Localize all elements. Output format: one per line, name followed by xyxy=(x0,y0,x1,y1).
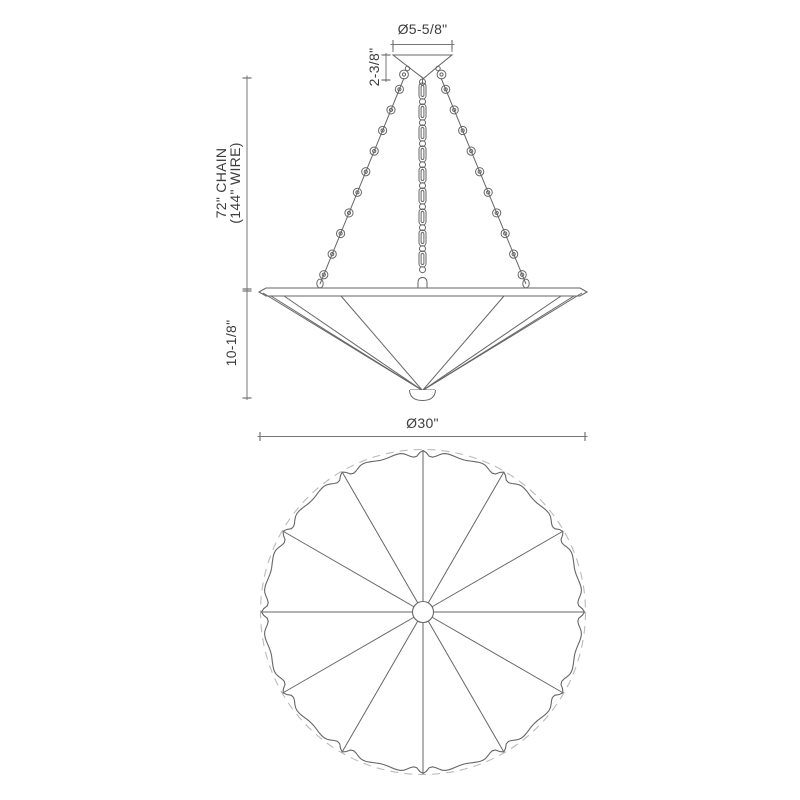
chain-link-inner xyxy=(421,107,424,118)
finial xyxy=(410,390,436,401)
extension-lines xyxy=(393,41,452,52)
dim-shade-height xyxy=(223,289,252,400)
chain-link-inner xyxy=(421,233,424,244)
rim-attachment-loops xyxy=(317,278,529,289)
shade-height-label: 10-1/8" xyxy=(223,319,239,367)
chain-link-inner xyxy=(421,86,424,97)
canopy-knob-left xyxy=(400,66,410,79)
cone-fold-line xyxy=(423,293,583,391)
chain-link-inner xyxy=(421,212,424,223)
dim-canopy-diameter xyxy=(391,21,455,52)
chain-link-inner xyxy=(421,128,424,139)
shade-cone xyxy=(263,293,582,391)
dim-chain-length xyxy=(213,76,252,292)
chain-link-inner xyxy=(421,254,424,265)
chain-length-label-line2: (144" WIRE) xyxy=(227,142,243,224)
chain-link-inner xyxy=(421,191,424,202)
right-hanging-chain xyxy=(441,78,526,284)
center-rim-loop xyxy=(418,278,427,289)
chain-link-inner xyxy=(421,149,424,160)
canopy-diameter-label: Ø5-5/8" xyxy=(397,21,448,37)
bottom-view xyxy=(258,415,588,775)
side-view xyxy=(213,21,587,401)
dim-canopy-height xyxy=(366,48,391,87)
center-hub xyxy=(413,602,434,623)
finial-cap xyxy=(410,390,436,401)
shade-rim xyxy=(259,288,587,296)
chain-length-label-line1: 72" CHAIN xyxy=(213,147,229,219)
chain-ring xyxy=(420,267,426,273)
shade-diameter-label: Ø30" xyxy=(406,415,439,431)
dim-shade-diameter xyxy=(258,415,588,441)
canopy-height-label: 2-3/8" xyxy=(366,47,382,87)
left-hanging-chain xyxy=(320,78,404,284)
canopy-knob-right xyxy=(436,66,446,79)
center-hanging-chain xyxy=(419,79,426,273)
cone-fold-line xyxy=(271,296,423,391)
chain-link-inner xyxy=(421,170,424,181)
canopy xyxy=(393,55,452,84)
